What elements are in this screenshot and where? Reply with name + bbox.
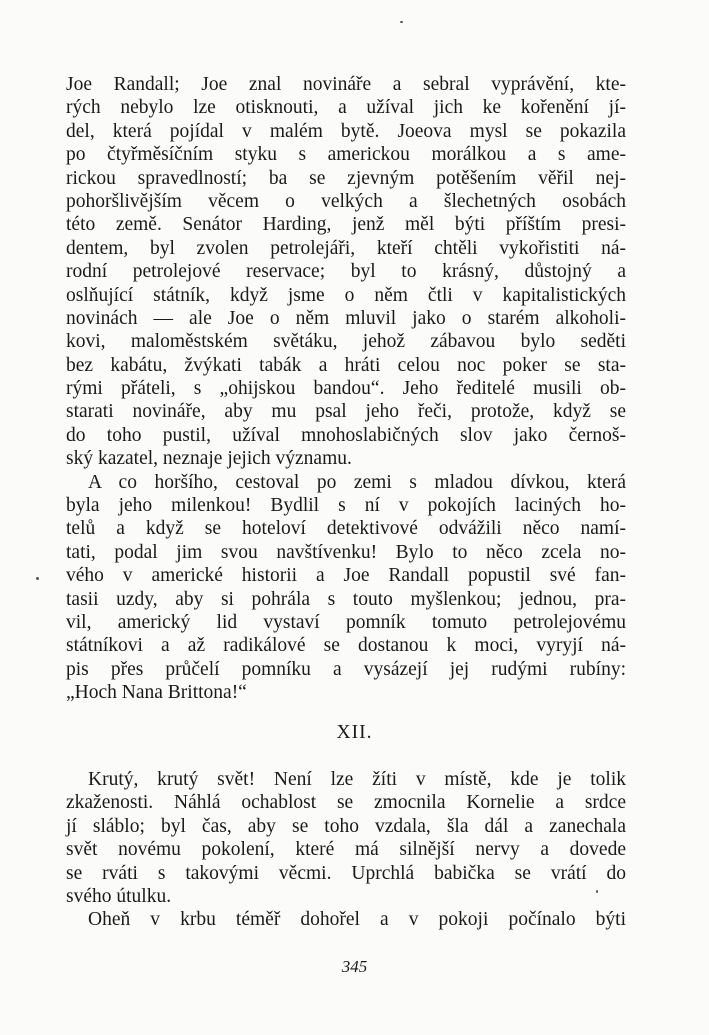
- text-line: se rváti s takovými věcmi. Uprchlá babička se vrátí do: [66, 862, 626, 884]
- text-line: rých nebylo lze otisknouti, a užíval jich ke kořenění jí-: [66, 97, 626, 119]
- text-line: del, která pojídal v malém bytě. Joeova mysl se pokazila: [66, 120, 626, 142]
- text-line: státníkovi a až radikálové se dostanou k moci, vyryjí ná-: [66, 635, 626, 657]
- text-line: svět novému pokolení, které má silnější nervy a dovede: [66, 839, 626, 861]
- text-line: Oheň v krbu téměř dohořel a v pokoji počínalo býti: [88, 909, 626, 931]
- text-line: po čtyřměsíčním styku s americkou morálkou a s ame-: [66, 144, 626, 166]
- text-line: Joe Randall; Joe znal novináře a sebral vyprávění, kte-: [66, 74, 626, 95]
- scan-speck: [36, 577, 39, 580]
- text-line: pis přes průčelí pomníku a vysázejí jej rudými rubíny:: [66, 658, 626, 680]
- text-line: telů a když se hoteloví detektivové odvážili něco namí-: [66, 518, 626, 540]
- text-line: novinách — ale Joe o něm mluvil jako o starém alkoholi-: [66, 307, 626, 329]
- text-line: dentem, byl zvolen petrolejáři, kteří chtěli vykořistiti ná-: [66, 237, 626, 259]
- text-line: zkaženosti. Náhlá ochablost se zmocnila Kornelie a srdce: [66, 792, 626, 814]
- text-block-top: [66, 73, 626, 705]
- text-line: tati, podal jim svou navštívenku! Bylo to něco zcela no-: [66, 541, 626, 563]
- text-line: svého útulku.: [66, 885, 172, 907]
- chapter-heading: XII.: [336, 722, 373, 743]
- text-block-bottom: [66, 768, 626, 932]
- text-line: pohoršlivějším věcem o velkých a šlechetných osobách: [66, 190, 626, 212]
- text-line: rodní petrolejové reservace; byl to krásný, důstojný a: [66, 261, 626, 283]
- text-line: rými přáteli, s „ohijskou bandou“. Jeho ředitelé musili ob-: [66, 378, 626, 400]
- text-line: ský kazatel, neznaje jejich významu.: [66, 448, 352, 470]
- page-number: 345: [341, 957, 368, 976]
- text-line: bez kabátu, žvýkati tabák a hráti celou noc poker se sta-: [66, 354, 626, 376]
- text-line: oslňující státník, když jsme o něm čtli v kapitalistických: [66, 284, 626, 306]
- text-line: byla jeho milenkou! Bydlil s ní v pokojích laciných ho-: [66, 495, 626, 517]
- text-line: této země. Senátor Harding, jenž měl býti příštím presi-: [66, 214, 626, 236]
- text-line: do toho pustil, užíval mnohoslabičných slov jako černoš-: [66, 424, 626, 446]
- text-line: rickou spravedlností; ba se zjevným potěšením věřil nej-: [66, 167, 626, 189]
- text-line: vého v americké historii a Joe Randall popustil své fan-: [66, 565, 626, 587]
- scan-speck: [400, 21, 403, 23]
- text-line: „Hoch Nana Brittona!“: [66, 682, 247, 704]
- text-line: kovi, maloměstském světáku, jehož zábavou bylo seděti: [66, 331, 626, 353]
- text-line: starati novináře, aby mu psal jeho řeči, protože, když se: [66, 401, 626, 423]
- text-line: Krutý, krutý svět! Není lze žíti v místě, kde je tolik: [88, 769, 626, 790]
- text-line: tasii uzdy, aby si pohrála s touto myšlenkou; jednou, pra-: [66, 588, 626, 610]
- text-line: A co horšího, cestoval po zemi s mladou dívkou, která: [88, 471, 626, 493]
- text-line: jí sláblo; byl čas, aby se toho vzdala, šla dál a zanechala: [66, 815, 626, 837]
- text-line: vil, americký lid vystaví pomník tomuto petrolejovému: [66, 611, 626, 633]
